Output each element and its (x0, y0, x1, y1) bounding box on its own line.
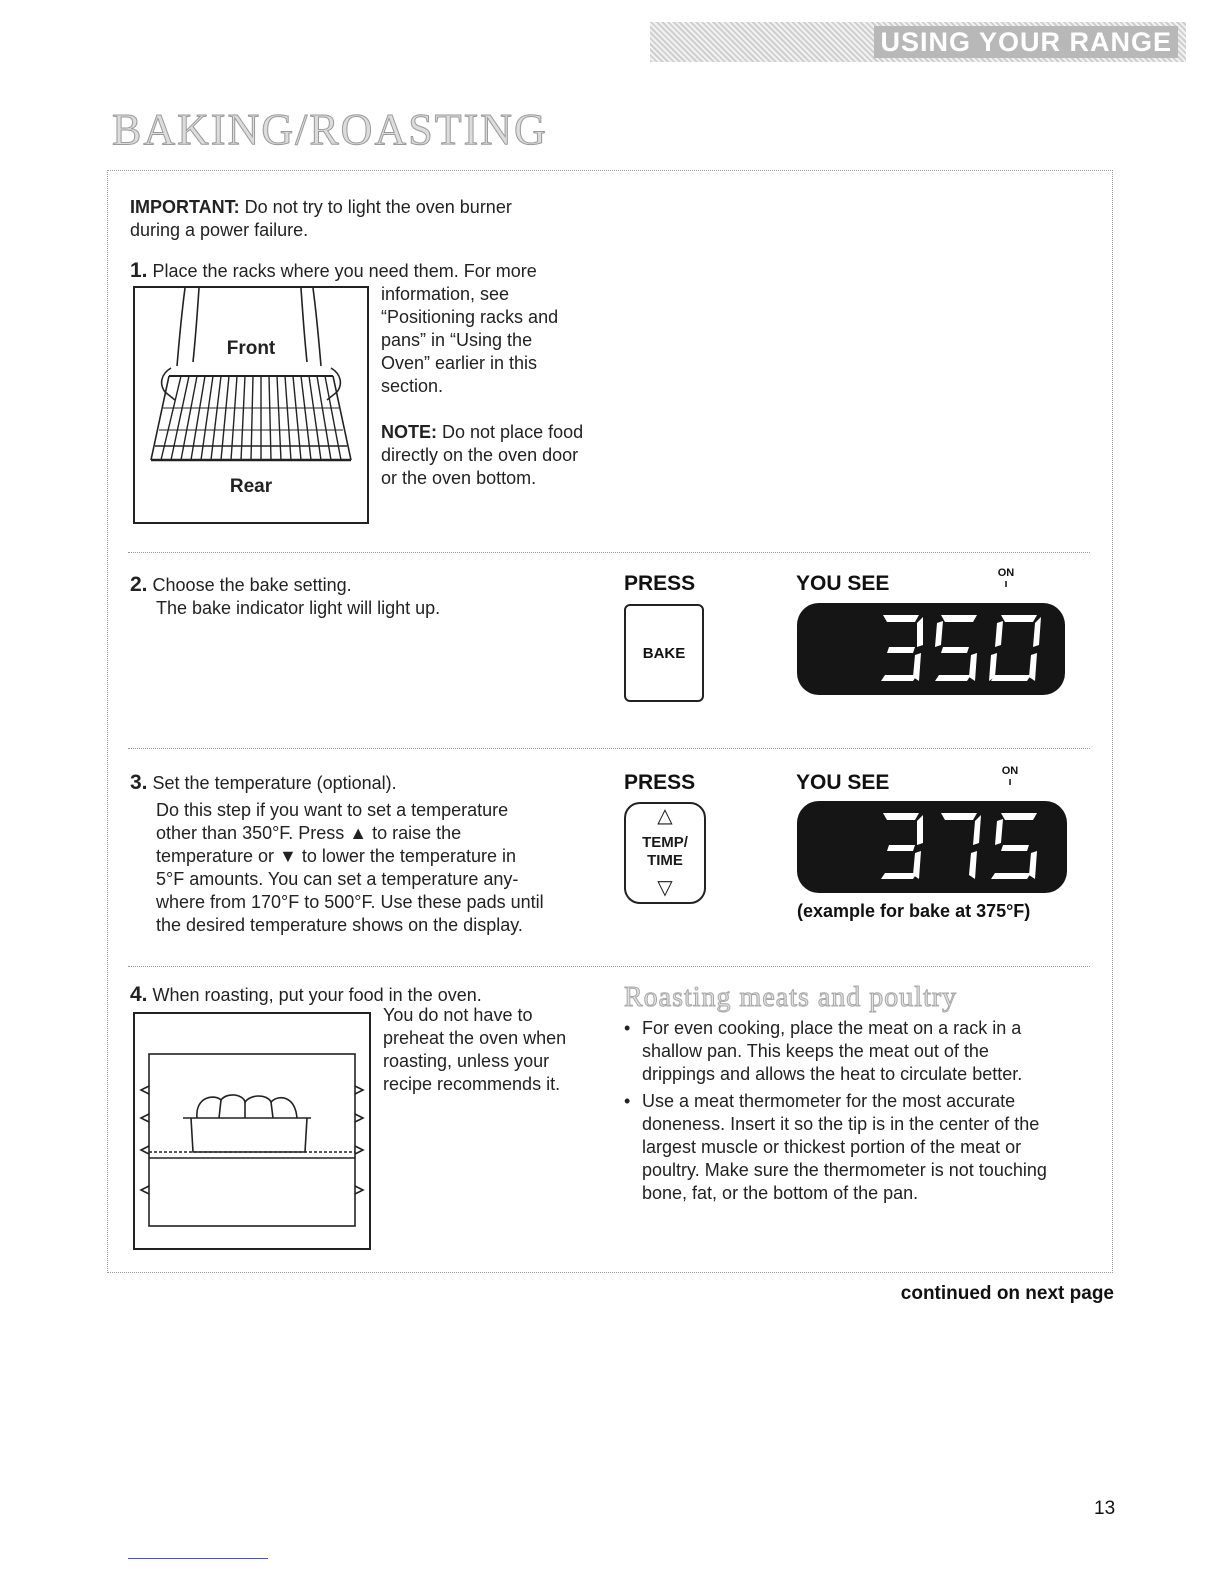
step2-number: 2. (130, 573, 148, 596)
step1-line: section. (381, 376, 444, 396)
on-tick: ı (1004, 578, 1008, 590)
on-tick: ı (1008, 776, 1012, 788)
step4-line: preheat the oven when (383, 1028, 567, 1048)
temp-time-label (626, 834, 704, 870)
step3-text (130, 771, 610, 937)
step1-line: “Positioning racks and (381, 307, 559, 327)
bullet-line: doneness. Insert it so the tip is in the center of the (642, 1114, 1040, 1134)
step4-number: 4. (130, 983, 148, 1006)
step4-line: recipe recommends it. (383, 1074, 561, 1094)
note-label: NOTE: (381, 422, 437, 442)
step2-display (797, 603, 1065, 695)
step3-display-digits (877, 809, 1047, 885)
step3-number: 3. (130, 771, 148, 794)
header-band (650, 22, 1186, 62)
bullet-line: • For even cooking, place the meat on a rack in a (642, 1018, 1022, 1038)
step1-line: Oven” earlier in this (381, 353, 538, 373)
step2-press-label: PRESS (624, 572, 696, 595)
step3-line: temperature or ▼ to lower the temperature in (156, 846, 516, 866)
bullet-line: largest muscle or thickest portion of the meat or (642, 1137, 1022, 1157)
step3-title: Set the temperature (optional). (152, 773, 397, 793)
step1-note (381, 421, 621, 444)
step1-line: information, see (381, 284, 510, 304)
step1-details (381, 283, 621, 490)
oven-roast-illustration (135, 1014, 369, 1248)
page-title: BAKING/ROASTING (112, 105, 548, 154)
step4-details (383, 1004, 603, 1096)
section-label: USING YOUR RANGE (874, 26, 1178, 58)
roasting-bullet (624, 1090, 1104, 1205)
temp-time-key[interactable] (624, 802, 706, 904)
time-label: TIME (647, 852, 683, 869)
step2-display-digits (877, 611, 1047, 687)
bake-key[interactable]: BAKE (624, 604, 704, 702)
temp-up-icon[interactable]: △ (657, 805, 673, 827)
step3-press-label: PRESS (624, 771, 696, 794)
step3-caption: (example for bake at 375°F) (797, 901, 1031, 921)
bullet-line: • Use a meat thermometer for the most accurate (642, 1091, 1016, 1111)
divider (128, 552, 1090, 553)
note-line: or the oven bottom. (381, 468, 537, 488)
step3-on-indicator (998, 766, 1022, 788)
roasting-bullet (624, 1017, 1104, 1086)
seven-segment-350 (877, 611, 1047, 687)
step1-intro-text: Place the racks where you need them. For more (152, 261, 537, 281)
bullet-line: poultry. Make sure the thermometer is not touching (642, 1160, 1047, 1180)
rack-figure (133, 286, 369, 524)
step3-display (797, 801, 1067, 893)
step3-line: other than 350°F. Press ▲ to raise the (156, 823, 462, 843)
step3-line: the desired temperature shows on the display. (156, 915, 523, 935)
step2-detail: The bake indicator light will light up. (156, 598, 441, 618)
step3-line: where from 170°F to 500°F. Use these pads until (156, 892, 544, 912)
step3-detail (130, 799, 610, 937)
note-line: directly on the oven door (381, 445, 579, 465)
on-label: ON (1001, 765, 1019, 777)
divider (128, 966, 1090, 967)
important-label: IMPORTANT: (130, 197, 240, 217)
step4-line: roasting, unless your (383, 1051, 550, 1071)
step3-line: 5°F amounts. You can set a temperature any- (156, 869, 519, 889)
roasting-title: Roasting meats and poultry (624, 982, 958, 1013)
bullet-line: shallow pan. This keeps the meat out of the (642, 1041, 989, 1061)
page-number: 13 (1094, 1498, 1116, 1519)
temp-down-icon[interactable]: ▽ (657, 877, 673, 899)
step1-number: 1. (130, 259, 148, 282)
rack-rear-label: Rear (229, 476, 273, 497)
step1-line: pans” in “Using the (381, 330, 533, 350)
important-text-2: during a power failure. (130, 220, 309, 240)
step2-text (130, 573, 600, 620)
important-text-1: Do not try to light the oven burner (244, 197, 512, 217)
oven-figure (133, 1012, 371, 1250)
rack-front-label: Front (226, 338, 276, 359)
step4-intro-text: When roasting, put your food in the oven. (152, 985, 482, 1005)
continued-note: continued on next page (900, 1283, 1114, 1304)
step1-intro (130, 259, 610, 283)
divider (128, 748, 1090, 749)
note-line: Do not place food (442, 422, 584, 442)
seven-segment-375 (877, 809, 1047, 885)
step4-line: You do not have to (383, 1005, 533, 1025)
on-label: ON (997, 567, 1015, 579)
step2-you-see-label: YOU SEE (796, 572, 890, 595)
step3-line: Do this step if you want to set a temperature (156, 800, 509, 820)
bottom-rule (128, 1558, 268, 1559)
roasting-bullets (624, 1017, 1104, 1209)
bullet-line: bone, fat, or the bottom of the pan. (642, 1183, 919, 1203)
temp-label: TEMP/ (642, 834, 688, 851)
step3-you-see-label: YOU SEE (796, 771, 890, 794)
important-note (130, 196, 600, 242)
step2-on-indicator (994, 568, 1018, 590)
bullet-line: drippings and allows the heat to circulate better. (642, 1064, 1023, 1084)
step2-title: Choose the bake setting. (152, 575, 352, 595)
